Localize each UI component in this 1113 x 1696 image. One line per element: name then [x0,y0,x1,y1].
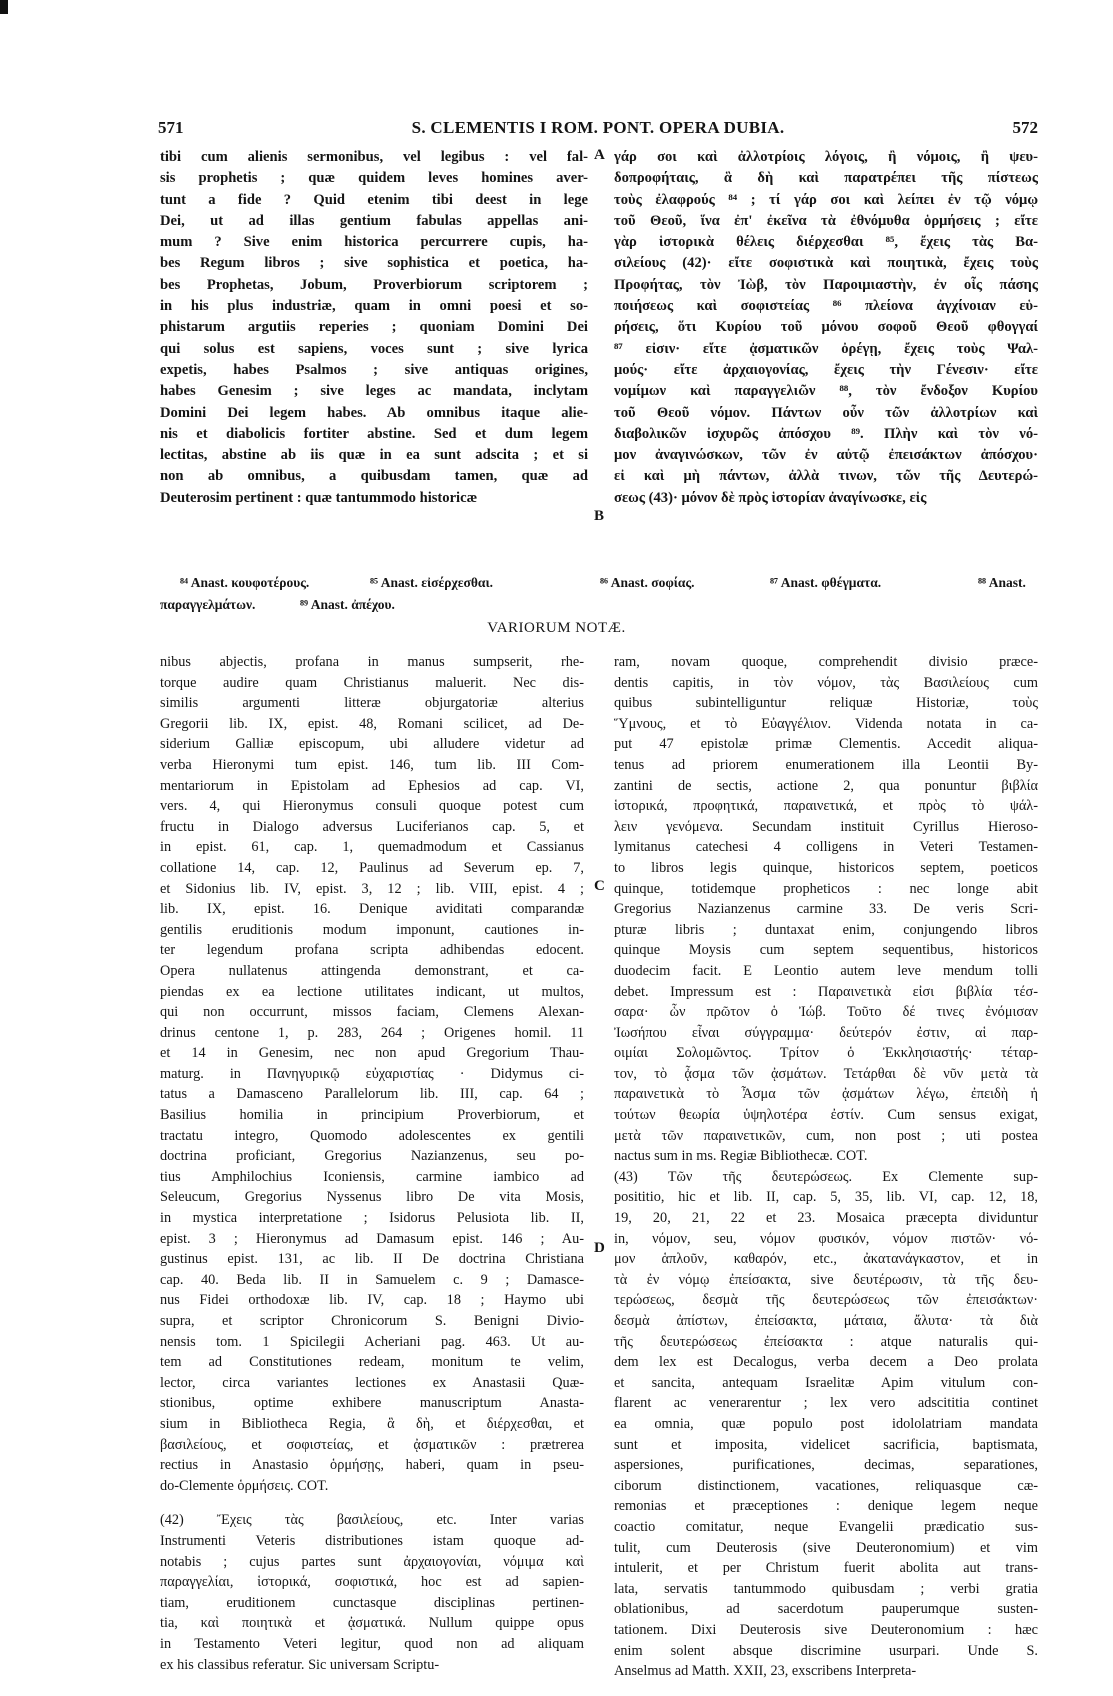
text-line: tius Amphilochius Iconiensis, carmine iambico ad [160,1168,584,1185]
text-line: phistarum argutiis reperies ; quoniam Domini Dei [160,319,588,336]
text-line: posititio, hic et lib. II, cap. 5, 35, lib. VI, cap. 12, 18, [614,1189,1038,1206]
text-line: σεως (43)· μόνον δὲ πρὸς ἱστορίαν ἀναγίνωσκε, εἰς [614,489,927,506]
text-line: flarent ac venerarentur ; lex vero adscititia continet [614,1395,1038,1412]
text-line: quinque Moysis cum septem sequentibus, historicos [614,942,1038,959]
margin-marker-a: A [594,147,605,163]
text-line: Anselmus ad Matth. XXII, 23, exscribens Interpreta- [614,1663,917,1680]
text-line: pturæ libris ; duntaxat enim, conjungendo libros [614,921,1038,938]
text-line: habes Genesim ; sive leges ac mandata, inclytam [160,383,588,400]
text-line: εἰ καὶ μὴ πάντων, ἀλλὰ τινων, τῶν τῆς Δευτερώ- [614,468,1038,485]
note-paragraph [614,652,1038,1167]
footnote-87: ⁸⁷ Anast. φθέγματα. [770,575,882,590]
text-line: γὰρ ἱστορικὰ θέλεις διέρχεσθαι ⁸⁵, ἔχεις τὰς Βα- [614,234,1038,251]
text-line: ἱστορικά, προφητικά, παραινετικά, et πρὸς τὸ ψάλ- [614,798,1038,815]
note-paragraph [160,652,584,1496]
text-line: μον ἁπλοῦν, καθαρόν, etc., ἀκατανάγκαστον, et in [614,1251,1038,1268]
text-line: σιλείους (42)· εἴτε σοφιστικὰ καὶ ποιητικὰ, ἔχεις τοὺς [614,255,1038,272]
text-line: cap. 40. Beda lib. II in Samuelem c. 9 ; Damasce- [160,1271,584,1288]
text-line: 19, 20, 21, 22 et 23. Mosaica præcepta dividuntur [614,1210,1038,1227]
text-line: (43) Τῶν τῆς δευτερώσεως. Ex Clemente sup- [614,1168,1038,1185]
text-line: lib. IX, epist. 16. Denique aviditati comparandæ [160,901,584,918]
text-line: μούς· εἴτε ἀρχαιογονίας, ἔχεις τὴν Γένεσιν· εἴτε [614,361,1038,378]
text-line: διαβολικῶν ἰσχυρῶς ἀπόσχου ⁸⁹. Πλὴν καὶ τὸν νό- [614,425,1038,442]
text-line: in, νόμον, seu, νόμον φυσικόν, νόμον πιστῶν· νό- [614,1230,1038,1247]
text-line: ⁸⁷ εἰσιν· εἴτε ᾀσματικῶν ὀρέγῃ, ἔχεις τοὺς Ψαλ- [614,340,1038,357]
text-line: Gregorii lib. IX, epist. 48, Romani scilicet, ad De- [160,715,584,732]
text-line: τον, τὸ ᾆσμα τῶν ᾀσμάτων. Τετάρθαι δὲ νῦν μετὰ τὰ [614,1065,1038,1082]
text-line: mum ? Sive enim historica percurrere cupis, ha- [160,234,588,251]
text-line: ter legendum profana scripta adhibendas edocent. [160,942,584,959]
note-43 [614,1167,1038,1682]
notes-heading: VARIORUM NOTÆ. [487,620,626,636]
text-line: Seleucum, Gregorius Nyssenus libro De vita Mosis, [160,1189,584,1206]
text-line: Ἰωσήπου εἶναι σύγγραμμα· δεύτερόν ἐστιν, αἱ παρ- [614,1024,1038,1041]
text-line: μον ἀναγινώσκων, τῶν ἐν αὐτῷ ἐπεισάκτων ἀπόσχου· [614,447,1038,464]
text-line: tiam, eruditionem cunctasque disciplinas pertinen- [160,1594,584,1611]
text-line: quinque, totidemque propheticos : nec longe abit [614,880,1038,897]
text-line: tibi cum alienis sermonibus, vel legibus : vel fal- [160,149,588,165]
text-line: piendas ex ea lectione utilitates indicant, ut multos, [160,983,584,1000]
text-line: (42) Ἔχεις τὰς βασιλείους, etc. Inter varias [160,1512,584,1529]
running-title: S. CLEMENTIS I ROM. PONT. OPERA DUBIA. [411,118,785,137]
page-number-right: 572 [1012,118,1038,137]
text-line: bes Prophetas, Jobum, Proverbiorum scriptorem ; [160,276,588,293]
text-line: τὰ ἐν νόμῳ ἐπείσακτα, sive δευτέρωσιν, τὰ τῆς δευ- [614,1271,1038,1288]
text-line: zantini de sectis, actione 2, qua ponuntur βιβλία [614,777,1038,794]
text-line: νομίμων καὶ παραγγελιῶν ⁸⁸, τὸν ἔνδοξον Κυρίου [614,383,1038,400]
text-line: τερώσεως, δεσμὰ τῆς δευτερώσεως τῶν ἐπεισάκτων· [614,1292,1038,1309]
text-line: Domini Dei legem habes. Ab omnibus itaque alie- [160,404,588,421]
text-line: παραγγελίαι, ἱστορικά, σοφιστικά, hoc est ad sapien- [160,1574,584,1591]
text-line: Opera nullatenus attingenda demonstrant, et ca- [160,962,584,979]
text-line: qui non occurrunt, missos faciam, Clemens Alexan- [160,1004,584,1021]
text-line: τοῦ Θεοῦ νόμον. Πάντων οὖν τῶν ἀλλοτρίων καὶ [614,404,1038,421]
text-line: in his plus industriæ, quam in omni poesi et so- [160,298,588,315]
page-number-left: 571 [158,118,184,137]
text-line: gustinus epist. 131, ac lib. II De doctrina Christiana [160,1251,584,1268]
text-line: similis argumenti litteræ objurgatoriæ alterius [160,695,584,712]
text-line: coactio comitatur, neque Evangelii prædicatio sus- [614,1518,1038,1535]
margin-marker-d: D [594,1240,605,1256]
text-line: sis prophetis ; quæ quidem leves homines aver- [160,170,588,187]
text-line: epist. 3 ; Hieronymus ad Damasum epist. 146 ; Au- [160,1230,584,1247]
text-line: ciborum distinctionem, vacationes, reliquasque cæ- [614,1477,1038,1494]
text-line: λειν γενόμενα. Secundam instituit Cyrillus Hieroso- [614,818,1038,835]
footnote-84: ⁸⁴ Anast. κουφοτέρους. [180,575,310,590]
notes-column-right [614,652,1038,1682]
text-line: doctrina proficiant, Gregorius Nazianzenus, seu po- [160,1148,584,1165]
text-line: μετὰ τῶν παραινετικῶν, cum, non post ; uti postea [614,1127,1038,1144]
margin-marker-c: C [594,878,605,894]
text-line: torque audire quam Christianus maluerit. Nec dis- [160,674,584,691]
text-line: tulit, cum Deuterosis (sive Deuteronomium) et vim [614,1539,1038,1556]
text-line: Deuterosim pertinent : quæ tantummodo historicæ [160,489,478,506]
text-line: τοῦ Θεοῦ, ἵνα ἐπ' ἐκεῖνα τὰ ἐθνόμυθα ὁρμήσεις ; εἴτε [614,212,1038,229]
text-line: non ab omnibus, a quibusdam tamen, quæ ad [160,468,588,485]
notes-column-left [160,652,584,1675]
text-line: gentilis eruditionis modum imponunt, cautiones in- [160,921,584,938]
text-line: et Sidonius lib. IV, epist. 3, 12 ; lib. VIII, epist. 4 ; [160,880,584,897]
running-header [158,118,1038,140]
text-line: et 14 in Genesim, nec non apud Gregorium Thau- [160,1045,584,1062]
text-line: ea omnia, quæ populo post idololatriam mandata [614,1415,1038,1432]
text-line: et sancita, antequam Israelitæ Apim vitulum con- [614,1374,1038,1391]
text-line: collatione 14, cap. 12, Paulinus ad Severum ep. 7, [160,859,584,876]
text-line: Προφήτας, τὸν Ἰὼβ, τὸν Παροιμιαστὴν, ἐν οἷς πάσης [614,276,1038,293]
text-line: do-Clemente ὁρμήσεις. COT. [160,1477,329,1494]
footnote-85: ⁸⁵ Anast. εἰσέρχεσθαι. [370,575,494,590]
text-line: drinus centone 1, p. 283, 264 ; Origenes homil. 11 [160,1024,584,1041]
footnote-88-cont: παραγγελμάτων. [160,597,256,612]
text-line: sium in Bibliotheca Regia, ἃ δὴ, et διέρχεσθαι, et [160,1415,584,1432]
text-line: quibus subintelliguntur reliquæ Historiæ, τοὺς [614,695,1038,712]
text-line: maturg. in Πανηγυρικῷ εὐχαριστίας · Didymus ci- [160,1065,584,1082]
text-line: dentis capitis, in τὸν νόμον, τὰς Βασιλείους cum [614,674,1038,691]
text-line: dem lex est Decalogus, verba decem a Deo prolata [614,1354,1038,1371]
text-line: put 47 epistolæ primæ Clementis. Accedit aliqua- [614,736,1038,753]
text-line: oblationibus, ad sacerdotum pauperumque susten- [614,1601,1038,1618]
text-line: notabis ; cujus partes sunt ἀρχαιογονίαι, νόμιμα καὶ [160,1553,584,1570]
text-line: siderium Galliæ episcopum, ubi alludere videtur ad [160,736,584,753]
text-line: expetis, habes Psalmos ; sive antiquas origines, [160,361,588,378]
text-line: nus Fidei orthodoxæ lib. IV, cap. 18 ; Haymo ubi [160,1292,584,1309]
text-line: lata, servatis tantummodo quibusdam ; verbi gratia [614,1580,1038,1597]
text-line: enim solent absque discrimine usurpari. Unde S. [614,1642,1038,1659]
text-line: lymitanus catechesi 4 colligens in Veteri Testamen- [614,839,1038,856]
text-line: nibus abjectis, profana in manus sumpserit, rhe- [160,654,584,670]
text-line: in mystica interpretatione ; Isidorus Pelusiota lib. II, [160,1210,584,1227]
text-line: βασιλείους, et σοφιστείας, et ᾀσματικῶν : prætrerea [160,1436,584,1453]
latin-text-column [160,147,588,509]
text-line: τούτων θεωρία ὑψηλοτέρα ἐστίν. Cum sensus exigat, [614,1107,1038,1124]
text-line: tem ad Constitutiones redeam, monitum te velim, [160,1354,584,1371]
text-line: tunt a fide ? Quid etenim tibi deest in lege [160,191,588,208]
greek-text-column [614,147,1038,509]
text-line: nensis tom. 1 Spicilegii Acheriani pag. 463. Ut au- [160,1333,584,1350]
text-line: intulerit, et per Christum fuerit abolita aut trans- [614,1560,1038,1577]
text-line: τοὺς ἐλαφρούς ⁸⁴ ; τί γάρ σοι καὶ λείπει ἐν τῷ νόμῳ [614,191,1038,208]
text-line: lector, circa variantes lectiones ex Anastasii Quæ- [160,1374,584,1391]
text-line: verba Hieronymi tum epist. 146, tum lib. III Com- [160,756,584,773]
text-line: ρήσεις, ὅτι Κυρίου τοῦ μόνου σοφοῦ Θεοῦ φθογγαί [614,319,1038,336]
text-line: aspersiones, purificationes, decimas, separationes, [614,1457,1038,1474]
text-line: Dei, ut ad illas gentium fabulas appellas ani- [160,212,588,229]
text-line: stionibus, optime exhibere manuscriptum Anasta- [160,1395,584,1412]
text-line: tenus ad priorem enumerationem illa Leontii By- [614,756,1038,773]
text-line: qui solus est sapiens, voces sunt ; sive lyrica [160,340,588,357]
text-line: Ὕμνους, et τὸ Εὐαγγέλιον. Videnda notata in ca- [614,715,1038,732]
text-line: δοπροφήταις, ἃ δὴ καὶ παρατρέπει τῆς πίστεως [614,170,1038,187]
text-line: παραινετικὰ τὸ Ἆσμα τῶν ᾀσμάτων λέγω, ἐπειδὴ ἡ [614,1086,1038,1103]
text-line: σαρα· ὧν πρῶτον ὁ Ἰώβ. Τοῦτο δέ τινες ἐνόμισαν [614,1004,1038,1021]
text-line: sunt et imposita, videlicet sacrificia, baptismata, [614,1436,1038,1453]
text-line: in Testamento Veteri legitur, quod non ad aliquam [160,1635,584,1652]
text-line: tia, καὶ ποιητικὰ et ᾀσματικά. Nullum quippe opus [160,1615,584,1632]
text-line: nis et diabolicis fortiter abstine. Sed et dum legem [160,425,588,442]
text-line: in epist. 61, cap. 1, quemadmodum et Cassianus [160,839,584,856]
text-line: rectius in Anastasio ὁρμήσῃς, haberi, quam in pseu- [160,1457,584,1474]
text-line: debet. Impressum est : Παραινετικὰ εἰσι βιβλία τέσ- [614,983,1038,1000]
text-line: tractatu integro, Quomodo adolescentes ex gentili [160,1127,584,1144]
text-line: Basilius homilia in principium Proverbiorum, et [160,1107,584,1124]
text-line: ex his classibus referatur. Sic universam Scriptu- [160,1656,440,1673]
text-line: to libros legis quinque, historicos septem, poeticos [614,859,1038,876]
text-line: mentariorum in Epistolam ad Ephesios ad cap. VI, [160,777,584,794]
text-line: tationem. Dixi Deuterosis sive Deuteronomium : hæc [614,1621,1038,1638]
footnote-88: ⁸⁸ Anast. [978,575,1026,590]
text-line: τῆς δευτερώσεως ἐπείσακτα : atque naturalis qui- [614,1333,1038,1350]
text-line: γάρ σοι καὶ ἀλλοτρίοις λόγοις, ἢ νόμοις, ἢ ψευ- [614,149,1038,165]
note-42 [160,1510,584,1675]
text-line: δεσμὰ ἀπίστων, ἐπείσακτα, μάταια, ἄλυτα· τὰ διὰ [614,1313,1038,1329]
scan-edge-mark [0,0,8,14]
text-line: οιμίαι Σολομῶντος. Τρίτον ὁ Ἐκκλησιαστής· τέταρ- [614,1045,1038,1062]
text-line: bes Regum libros ; sive sophistica et poetica, ha- [160,255,588,272]
text-line: ram, novam quoque, comprehendit divisio præce- [614,654,1038,670]
text-line: vers. 4, qui Hieronymus consuli quoque potest cum [160,798,584,815]
text-line: tatus a Damasceno Parallelorum lib. III, cap. 64 ; [160,1086,584,1103]
text-line: duodecim facit. E Leontio autem leve mendum tolli [614,962,1038,979]
text-line: Gregorius Nazianzenus carmine 33. De veris Scri- [614,901,1038,918]
text-line: fructu in Dialogo adversus Luciferianos cap. 5, et [160,818,584,835]
text-line: supra, et scriptor Chronicorum S. Benigni Divio- [160,1313,584,1329]
footnote-86: ⁸⁶ Anast. σοφίας. [600,575,695,590]
text-line: remonias et præceptiones : denique legem neque [614,1498,1038,1515]
footnote-89: ⁸⁹ Anast. ἀπέχου. [300,597,395,612]
text-line: nactus sum in ms. Regiæ Bibliothecæ. COT. [614,1148,868,1165]
text-line: ποιήσεως καὶ σοφιστείας ⁸⁶ πλείονα ἀγχίνοιαν εὑ- [614,298,1038,315]
margin-marker-b: B [594,508,605,524]
text-line: Instrumenti Veteris distributiones istam quoque ad- [160,1532,584,1549]
text-line: lectitas, abstine ab iis quæ in ea sunt adscita ; et si [160,447,588,464]
